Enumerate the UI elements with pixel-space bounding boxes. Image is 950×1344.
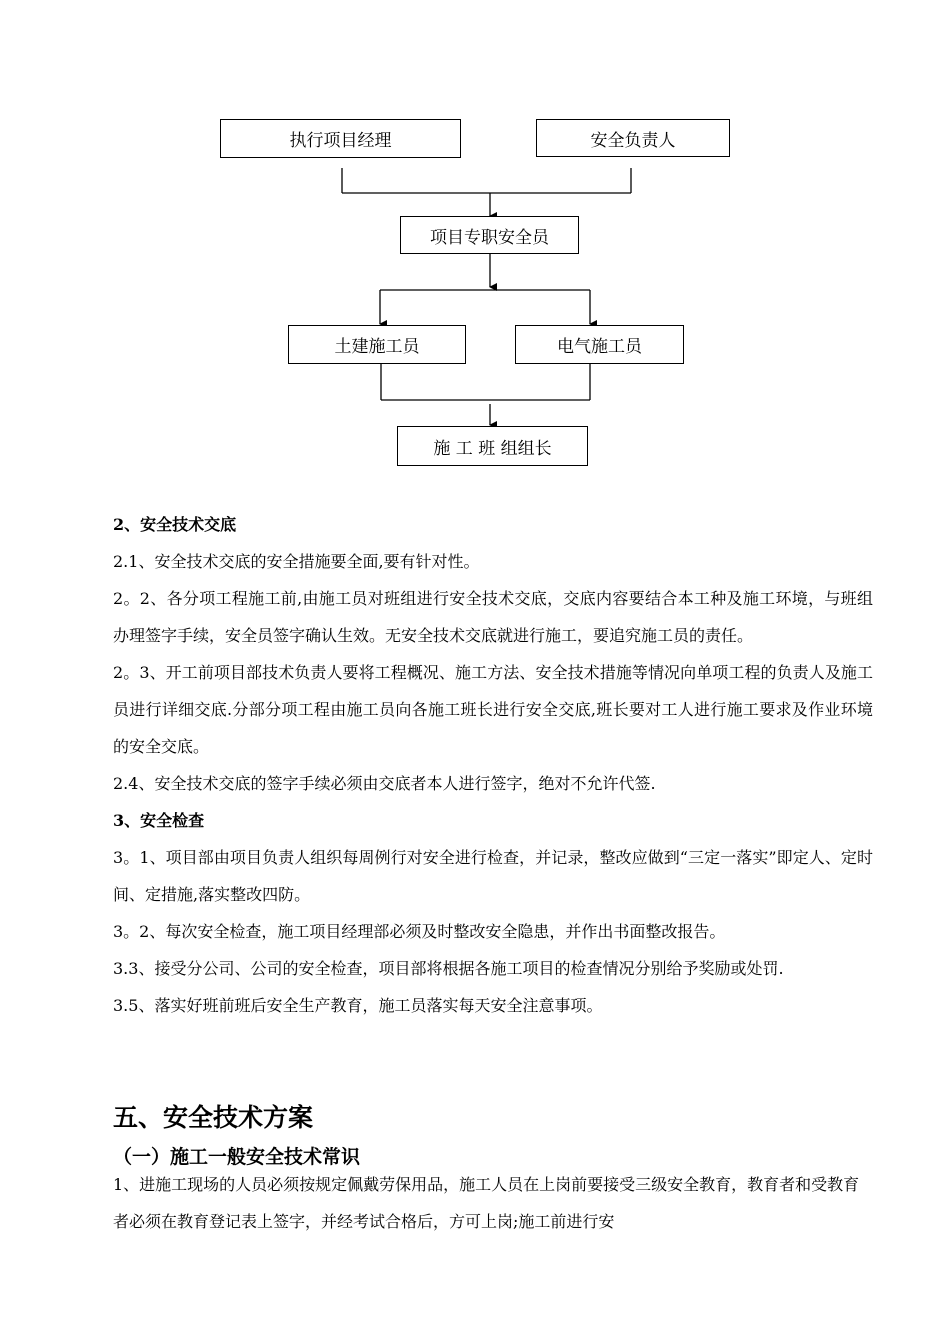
team-leader-box (397, 426, 588, 466)
civil-worker-box (288, 325, 466, 364)
section5-body (113, 1166, 873, 1240)
electrical-worker-label: 电气施工员 (557, 337, 642, 357)
section5-p1: 1、进施工现场的人员必须按规定佩戴劳保用品，施工人员在上岗前要接受三级安全教育，教育者和受教育者必须在教育登记表上签字，并经考试合格后，方可上岗;施工前进行安 (113, 1175, 860, 1231)
section5-heading: 五、安全技术方案 (113, 1103, 314, 1132)
safety-lead-box (536, 119, 730, 157)
executive-pm-label: 执行项目经理 (289, 131, 392, 151)
section5-subheading: （一）施工一般安全技术常识 (113, 1146, 361, 1168)
section2-p1: 2.1、安全技术交底的安全措施要全面,要有针对性。 (113, 552, 480, 571)
section3-p2: 3。2、每次安全检查，施工项目经理部必须及时整改安全隐患，并作出书面整改报告。 (113, 922, 726, 941)
section2-p3: 2。3、开工前项目部技术负责人要将工程概况、施工方法、安全技术措施等情况向单项工程的负责人及施工员进行详细交底.分部分项工程由施工员向各施工班长进行安全交底,班长要对工人进行施工要求及作业环境的安全交底。 (113, 663, 873, 756)
section3-p4: 3.5、落实好班前班后安全生产教育，施工员落实每天安全注意事项。 (113, 996, 603, 1015)
safety-lead-label: 安全负责人 (590, 130, 676, 151)
electrical-worker-box (515, 325, 684, 364)
section3-p1: 3。1、项目部由项目负责人组织每周例行对安全进行检查，并记录，整改应做到“三定一落实”即定人、定时间、定措施,落实整改四防。 (113, 848, 873, 904)
executive-pm-box (220, 119, 461, 158)
section2-p2: 2。2、各分项工程施工前,由施工员对班组进行安全技术交底，交底内容要结合本工种及施工环境，与班组办理签字手续，安全员签字确认生效。无安全技术交底就进行施工，要追究施工员的责任。 (113, 589, 873, 645)
section3-p3: 3.3、接受分公司、公司的安全检查，项目部将根据各施工项目的检查情况分别给予奖励或处罚. (113, 959, 784, 978)
safety-officer-label: 项目专职安全员 (430, 227, 549, 248)
section3-heading: 3、安全检查 (113, 811, 205, 830)
civil-worker-label: 土建施工员 (334, 337, 420, 357)
body-text (113, 506, 873, 1024)
team-leader-label: 施 工 班 组组长 (433, 438, 552, 459)
safety-officer-box (400, 216, 579, 254)
section2-heading: 2、安全技术交底 (113, 515, 237, 534)
section2-p4: 2.4、安全技术交底的签字手续必须由交底者本人进行签字，绝对不允许代签. (113, 774, 656, 793)
